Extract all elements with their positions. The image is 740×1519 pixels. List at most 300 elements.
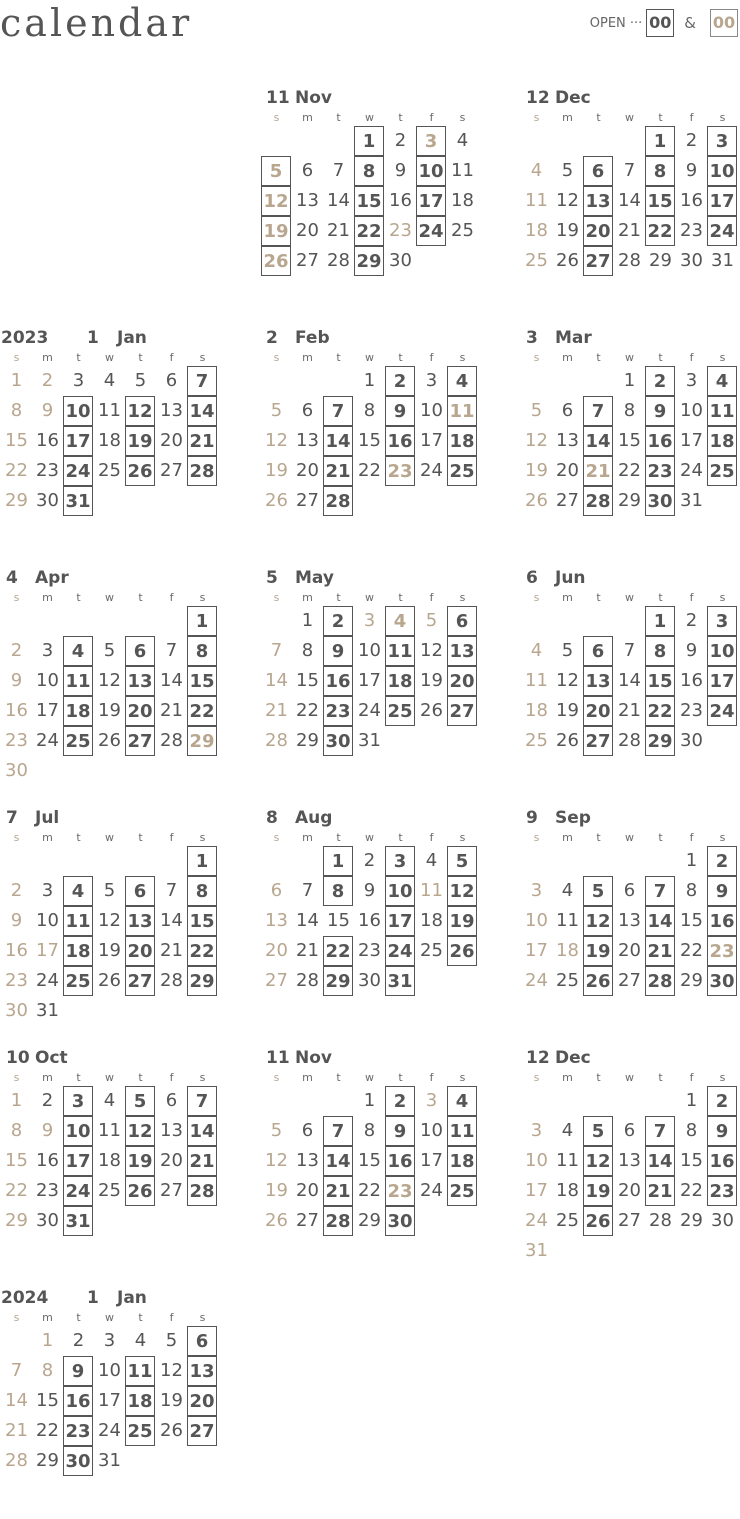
month-number: 5 [266,568,278,588]
empty-cell [1,846,32,876]
day: 28 [649,1210,672,1231]
day: 30 [5,760,28,781]
weekday-label: s [199,591,206,604]
open-day: 23 [707,936,737,966]
day: 29 [649,250,672,271]
open-day: 15 [645,666,675,696]
open-day: 5 [447,846,477,876]
day: 30 [680,250,703,271]
day: 2 [41,370,54,391]
empty-cell [583,1086,614,1116]
open-day: 25 [707,456,737,486]
weekday-header [261,830,485,846]
open-day: 9 [385,1116,415,1146]
empty-cell [521,366,552,396]
day: 29 [680,1210,703,1231]
open-day: 6 [447,606,477,636]
day: 27 [265,970,288,991]
open-day: 22 [323,936,353,966]
weekday-label: f [429,1071,434,1084]
empty-cell [323,366,354,396]
day: 3 [103,1330,116,1351]
open-day: 15 [354,186,384,216]
day: 17 [36,700,59,721]
weekday-label: f [169,591,174,604]
day: 5 [165,1330,178,1351]
open-day: 28 [645,966,675,996]
legend-open-label: OPEN ··· [589,15,643,31]
empty-cell [583,606,614,636]
day: 6 [165,1090,178,1111]
open-day: 26 [447,936,477,966]
day: 25 [525,250,548,271]
open-day: 3 [707,126,737,156]
day: 30 [5,1000,28,1021]
day: 22 [358,1180,381,1201]
open-day: 10 [416,156,446,186]
open-day: 30 [707,966,737,996]
month-header [1,1040,225,1070]
month-name: Jul [35,808,60,828]
day: 1 [301,610,314,631]
weekday-label: m [562,831,573,844]
open-day: 28 [187,456,217,486]
year-label: 2024 [1,1288,49,1308]
day: 16 [680,190,703,211]
weekday-label: m [42,831,53,844]
day: 31 [680,490,703,511]
month-nov [261,1040,485,1236]
day: 12 [98,910,121,931]
month-header [1,800,225,830]
weekday-label: t [596,1071,601,1084]
day: 15 [680,1150,703,1171]
open-day: 9 [63,1356,93,1386]
open-day: 3 [707,606,737,636]
day: 1 [10,370,23,391]
open-day: 1 [645,126,675,156]
open-day: 4 [707,366,737,396]
day: 15 [680,910,703,931]
month-number: 1 [87,328,99,348]
day: 25 [556,1210,579,1231]
day: 27 [296,490,319,511]
day: 4 [561,880,574,901]
day: 4 [530,160,543,181]
day: 7 [165,880,178,901]
day: 8 [363,1120,376,1141]
open-day: 13 [583,186,613,216]
weekday-label: s [533,1071,540,1084]
open-day: 14 [187,396,217,426]
weekday-label: f [169,831,174,844]
day: 18 [451,190,474,211]
empty-cell [521,606,552,636]
day: 7 [301,880,314,901]
open-day: 4 [447,366,477,396]
open-day: 10 [63,1116,93,1146]
weekday-label: m [562,111,573,124]
day: 21 [265,700,288,721]
day: 20 [160,430,183,451]
open-day: 31 [63,1206,93,1236]
weekday-label: m [42,1311,53,1324]
weekday-label: t [138,1071,143,1084]
day: 17 [98,1390,121,1411]
day: 13 [618,1150,641,1171]
day: 9 [394,160,407,181]
empty-cell [552,606,583,636]
month-mar [521,320,740,516]
open-day: 24 [707,216,737,246]
open-day: 8 [187,636,217,666]
day: 2 [10,640,23,661]
month-name: Apr [35,568,69,588]
day: 10 [420,1120,443,1141]
open-day: 13 [187,1356,217,1386]
weekday-label: t [76,351,81,364]
open-day: 8 [187,876,217,906]
day: 7 [623,640,636,661]
weekday-label: w [365,831,374,844]
open-day: 8 [354,156,384,186]
day: 24 [358,700,381,721]
day: 1 [10,1090,23,1111]
weekday-label: s [273,591,280,604]
open-day: 25 [63,726,93,756]
month-name: Jan [117,1288,147,1308]
weekday-label: w [625,111,634,124]
day: 28 [618,730,641,751]
day: 31 [711,250,734,271]
empty-cell [261,846,292,876]
day: 8 [685,880,698,901]
day: 29 [618,490,641,511]
day: 17 [680,430,703,451]
day: 30 [36,490,59,511]
empty-cell [1,1326,32,1356]
day: 24 [680,460,703,481]
open-day: 13 [447,636,477,666]
day: 24 [420,1180,443,1201]
weekday-label: m [42,1071,53,1084]
weekday-label: f [169,351,174,364]
day: 17 [420,430,443,451]
open-day: 7 [187,1086,217,1116]
open-day: 10 [707,636,737,666]
open-day: 27 [447,696,477,726]
open-day: 29 [354,246,384,276]
day: 2 [72,1330,85,1351]
weekday-label: f [689,351,694,364]
open-days-legend [590,8,738,38]
month-header [261,320,485,350]
month-header [261,1040,485,1070]
day: 24 [525,970,548,991]
open-day: 14 [583,426,613,456]
month-number: 2 [266,328,278,348]
weekday-label: s [13,591,20,604]
weekday-label: s [719,351,726,364]
open-day: 13 [583,666,613,696]
weekday-header [261,110,485,126]
month-name: Oct [35,1048,68,1068]
day: 14 [160,910,183,931]
day: 23 [36,460,59,481]
day: 9 [41,400,54,421]
open-day: 6 [583,156,613,186]
weekday-header [521,830,740,846]
weekday-label: m [302,1071,313,1084]
weekday-label: w [365,111,374,124]
day: 20 [618,940,641,961]
day: 11 [556,910,579,931]
weekday-label: t [336,111,341,124]
days-grid [1,1086,225,1236]
day: 22 [358,460,381,481]
day: 29 [36,1450,59,1471]
weekday-label: t [398,111,403,124]
day: 19 [98,940,121,961]
weekday-label: t [138,1311,143,1324]
day: 14 [265,670,288,691]
day: 27 [296,1210,319,1231]
day: 5 [103,640,116,661]
weekday-header [1,830,225,846]
open-day: 21 [187,426,217,456]
day: 8 [10,400,23,421]
month-sep [521,800,740,996]
open-day: 13 [125,906,155,936]
weekday-label: w [365,1071,374,1084]
day: 28 [160,970,183,991]
days-grid [521,1086,740,1266]
month-number: 1 [87,1288,99,1308]
open-day: 3 [416,126,446,156]
open-day: 24 [63,1176,93,1206]
weekday-label: t [596,111,601,124]
day: 26 [265,1210,288,1231]
day: 8 [623,400,636,421]
day: 6 [301,400,314,421]
open-day: 18 [63,696,93,726]
open-day: 29 [187,726,217,756]
open-day: 9 [707,1116,737,1146]
weekday-label: t [398,591,403,604]
day: 4 [134,1330,147,1351]
day: 13 [160,400,183,421]
weekday-header [1,590,225,606]
weekday-label: s [459,591,466,604]
day: 29 [5,1210,28,1231]
month-number: 3 [526,328,538,348]
day: 27 [618,970,641,991]
month-jun [521,560,740,756]
day: 7 [270,640,283,661]
day: 10 [420,400,443,421]
weekday-header [521,350,740,366]
day: 1 [363,370,376,391]
open-day: 26 [125,1176,155,1206]
day: 16 [5,940,28,961]
day: 30 [389,250,412,271]
weekday-label: t [76,1071,81,1084]
open-day: 11 [707,396,737,426]
day: 3 [72,370,85,391]
empty-cell [645,1086,676,1116]
day: 8 [41,1360,54,1381]
open-day: 22 [187,936,217,966]
weekday-label: t [658,591,663,604]
day: 28 [265,730,288,751]
day: 15 [618,430,641,451]
open-day: 23 [385,1176,415,1206]
day: 22 [680,1180,703,1201]
open-day: 1 [645,606,675,636]
days-grid [1,606,225,786]
day: 15 [358,1150,381,1171]
day: 31 [525,1240,548,1261]
weekday-label: t [658,111,663,124]
open-day: 23 [385,456,415,486]
weekday-label: t [658,831,663,844]
weekday-label: s [459,351,466,364]
open-day: 9 [385,396,415,426]
day: 25 [525,730,548,751]
weekday-label: w [105,591,114,604]
day: 2 [10,880,23,901]
day: 22 [680,940,703,961]
month-number: 10 [6,1048,30,1068]
legend-holiday-open-box: 00 [710,9,738,37]
month-dec [521,80,740,276]
month-header [261,80,485,110]
month-name: Feb [295,328,330,348]
open-day: 12 [125,396,155,426]
page-title: calendar [0,1,193,45]
month-dec [521,1040,740,1266]
day: 3 [41,640,54,661]
weekday-label: m [42,351,53,364]
day: 12 [160,1360,183,1381]
open-day: 29 [323,966,353,996]
day: 19 [265,460,288,481]
open-day: 7 [323,396,353,426]
weekday-header [521,590,740,606]
open-day: 6 [583,636,613,666]
days-grid [1,366,225,516]
empty-cell [32,846,63,876]
weekday-label: f [169,1071,174,1084]
weekday-label: t [398,1071,403,1084]
day: 19 [265,1180,288,1201]
open-day: 31 [385,966,415,996]
open-day: 25 [385,696,415,726]
days-grid [1,1326,225,1476]
open-day: 19 [583,1176,613,1206]
open-day: 28 [187,1176,217,1206]
day: 11 [525,670,548,691]
open-day: 25 [125,1416,155,1446]
day: 27 [296,250,319,271]
open-day: 2 [645,366,675,396]
day: 7 [623,160,636,181]
weekday-label: t [76,831,81,844]
open-day: 27 [583,726,613,756]
month-header [261,800,485,830]
empty-cell [323,126,354,156]
day: 22 [618,460,641,481]
open-day: 10 [707,156,737,186]
month-header [521,80,740,110]
day: 28 [5,1450,28,1471]
empty-cell [94,846,125,876]
open-day: 1 [323,846,353,876]
day: 7 [165,640,178,661]
day: 12 [556,190,579,211]
day: 24 [36,970,59,991]
day: 16 [680,670,703,691]
weekday-label: m [302,831,313,844]
empty-cell [323,1086,354,1116]
open-day: 3 [385,846,415,876]
open-day: 11 [125,1356,155,1386]
open-day: 14 [645,906,675,936]
open-day: 14 [323,426,353,456]
weekday-label: t [398,831,403,844]
open-day: 2 [323,606,353,636]
day: 1 [685,1090,698,1111]
day: 17 [420,1150,443,1171]
days-grid [521,606,740,756]
month-header [261,560,485,590]
days-grid [1,846,225,1026]
day: 14 [296,910,319,931]
month-header [1,320,225,350]
weekday-label: s [533,111,540,124]
month-header [521,320,740,350]
open-day: 25 [447,456,477,486]
day: 21 [160,940,183,961]
empty-cell [156,606,187,636]
day: 8 [363,400,376,421]
empty-cell [521,846,552,876]
open-day: 11 [63,906,93,936]
month-name: Jan [117,328,147,348]
weekday-header [261,350,485,366]
day: 27 [160,1180,183,1201]
empty-cell [292,846,323,876]
empty-cell [645,846,676,876]
weekday-label: s [719,831,726,844]
open-day: 16 [385,1146,415,1176]
empty-cell [156,846,187,876]
day: 9 [10,910,23,931]
day: 13 [296,430,319,451]
weekday-label: f [429,351,434,364]
weekday-header [261,1070,485,1086]
open-day: 22 [354,216,384,246]
open-day: 20 [447,666,477,696]
open-day: 28 [323,486,353,516]
day: 2 [363,850,376,871]
day: 26 [160,1420,183,1441]
day: 4 [456,130,469,151]
open-day: 18 [385,666,415,696]
day: 3 [685,370,698,391]
month-may [261,560,485,756]
empty-cell [552,126,583,156]
